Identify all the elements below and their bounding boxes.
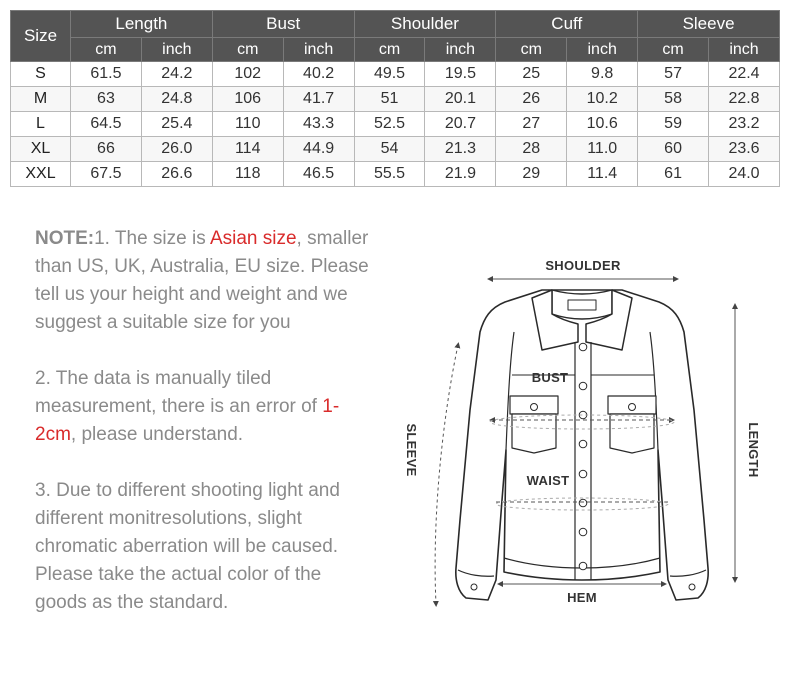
measurement-cell: 51	[354, 87, 425, 112]
measurement-cell: 20.1	[425, 87, 496, 112]
note-3-text: 3. Due to different shooting light and different monitresolutions, slight chromatic aberration will be caused. Please take the actual color of the goods as the standard.	[35, 480, 340, 613]
measurement-cell: 64.5	[71, 112, 142, 137]
measurement-cell: 28	[496, 137, 567, 162]
measurement-cell: 55.5	[354, 162, 425, 187]
measurement-cell: 114	[212, 137, 283, 162]
measurement-cell: 26.6	[141, 162, 212, 187]
table-group-header-row	[11, 11, 780, 38]
size-cell: XXL	[11, 162, 71, 187]
measurement-cell: 24.8	[141, 87, 212, 112]
unit-header: inch	[425, 38, 496, 62]
length-label: LENGTH	[746, 422, 761, 478]
column-group-bust: Bust	[212, 11, 354, 38]
measurement-cell: 44.9	[283, 137, 354, 162]
measurement-cell: 22.8	[709, 87, 780, 112]
jacket-illustration	[456, 290, 708, 600]
measurement-cell: 61	[638, 162, 709, 187]
size-cell: M	[11, 87, 71, 112]
measurement-cell: 49.5	[354, 62, 425, 87]
measurement-cell: 24.0	[709, 162, 780, 187]
measurement-cell: 40.2	[283, 62, 354, 87]
measurement-cell: 106	[212, 87, 283, 112]
unit-header: inch	[567, 38, 638, 62]
unit-header: cm	[638, 38, 709, 62]
column-group-shoulder: Shoulder	[354, 11, 496, 38]
column-group-length: Length	[71, 11, 213, 38]
measurement-cell: 57	[638, 62, 709, 87]
measurement-cell: 25.4	[141, 112, 212, 137]
unit-header: inch	[283, 38, 354, 62]
table-row	[11, 87, 780, 112]
table-row	[11, 162, 780, 187]
unit-header: inch	[709, 38, 780, 62]
measurement-cell: 24.2	[141, 62, 212, 87]
measurement-cell: 25	[496, 62, 567, 87]
hem-label: HEM	[567, 590, 597, 605]
note-3	[35, 477, 375, 617]
measurement-cell: 27	[496, 112, 567, 137]
measurement-cell: 63	[71, 87, 142, 112]
measurement-cell: 67.5	[71, 162, 142, 187]
measurement-cell: 20.7	[425, 112, 496, 137]
bust-label: BUST	[531, 370, 569, 385]
measurement-cell: 21.9	[425, 162, 496, 187]
note-1-suffix: , smaller than US, UK, Australia, EU size. Please tell us your height and weight and we suggest a suitable size for you	[35, 228, 369, 333]
table-unit-header-row	[11, 38, 780, 62]
table-row	[11, 62, 780, 87]
measurement-cell: 52.5	[354, 112, 425, 137]
note-label: NOTE:	[35, 228, 95, 249]
note-2-suffix: , please understand.	[70, 424, 244, 445]
measurement-cell: 61.5	[71, 62, 142, 87]
size-cell: S	[11, 62, 71, 87]
measurement-cell: 66	[71, 137, 142, 162]
measurement-cell: 11.0	[567, 137, 638, 162]
measurement-cell: 11.4	[567, 162, 638, 187]
measurement-cell: 54	[354, 137, 425, 162]
table-row	[11, 137, 780, 162]
table-body	[11, 62, 780, 187]
measurement-cell: 46.5	[283, 162, 354, 187]
note-2	[35, 365, 375, 449]
table-row	[11, 112, 780, 137]
measurement-cell: 19.5	[425, 62, 496, 87]
size-chart-table	[10, 10, 780, 187]
measurement-cell: 26.0	[141, 137, 212, 162]
unit-header: inch	[141, 38, 212, 62]
measurement-cell: 10.2	[567, 87, 638, 112]
measurement-cell: 23.2	[709, 112, 780, 137]
unit-header: cm	[71, 38, 142, 62]
measurement-cell: 110	[212, 112, 283, 137]
measurement-cell: 102	[212, 62, 283, 87]
size-cell: L	[11, 112, 71, 137]
measurement-cell: 118	[212, 162, 283, 187]
note-1	[35, 225, 375, 337]
measurement-cell: 60	[638, 137, 709, 162]
note-2-highlight: 1-2cm	[35, 396, 340, 445]
measurement-cell: 43.3	[283, 112, 354, 137]
shoulder-label: SHOULDER	[545, 258, 621, 273]
sleeve-label: SLEEVE	[404, 423, 419, 477]
measurement-cell: 26	[496, 87, 567, 112]
size-notes	[35, 225, 375, 617]
unit-header: cm	[212, 38, 283, 62]
measurement-cell: 21.3	[425, 137, 496, 162]
sleeve-arrow	[435, 345, 458, 604]
measurement-cell: 58	[638, 87, 709, 112]
column-group-cuff: Cuff	[496, 11, 638, 38]
measurement-cell: 22.4	[709, 62, 780, 87]
measurement-cell: 29	[496, 162, 567, 187]
waist-label: WAIST	[526, 473, 570, 488]
measurement-cell: 23.6	[709, 137, 780, 162]
measurement-cell: 41.7	[283, 87, 354, 112]
note-1-prefix: 1. The size is	[94, 228, 210, 249]
note-2-prefix: 2. The data is manually tiled measurement, there is an error of	[35, 368, 323, 417]
column-group-sleeve: Sleeve	[638, 11, 780, 38]
size-column-header: Size	[11, 11, 71, 62]
measurement-cell: 59	[638, 112, 709, 137]
note-1-highlight: Asian size	[209, 228, 297, 249]
measurement-cell: 10.6	[567, 112, 638, 137]
measurement-cell: 9.8	[567, 62, 638, 87]
size-cell: XL	[11, 137, 71, 162]
unit-header: cm	[496, 38, 567, 62]
jacket-measurement-diagram	[392, 250, 777, 625]
unit-header: cm	[354, 38, 425, 62]
